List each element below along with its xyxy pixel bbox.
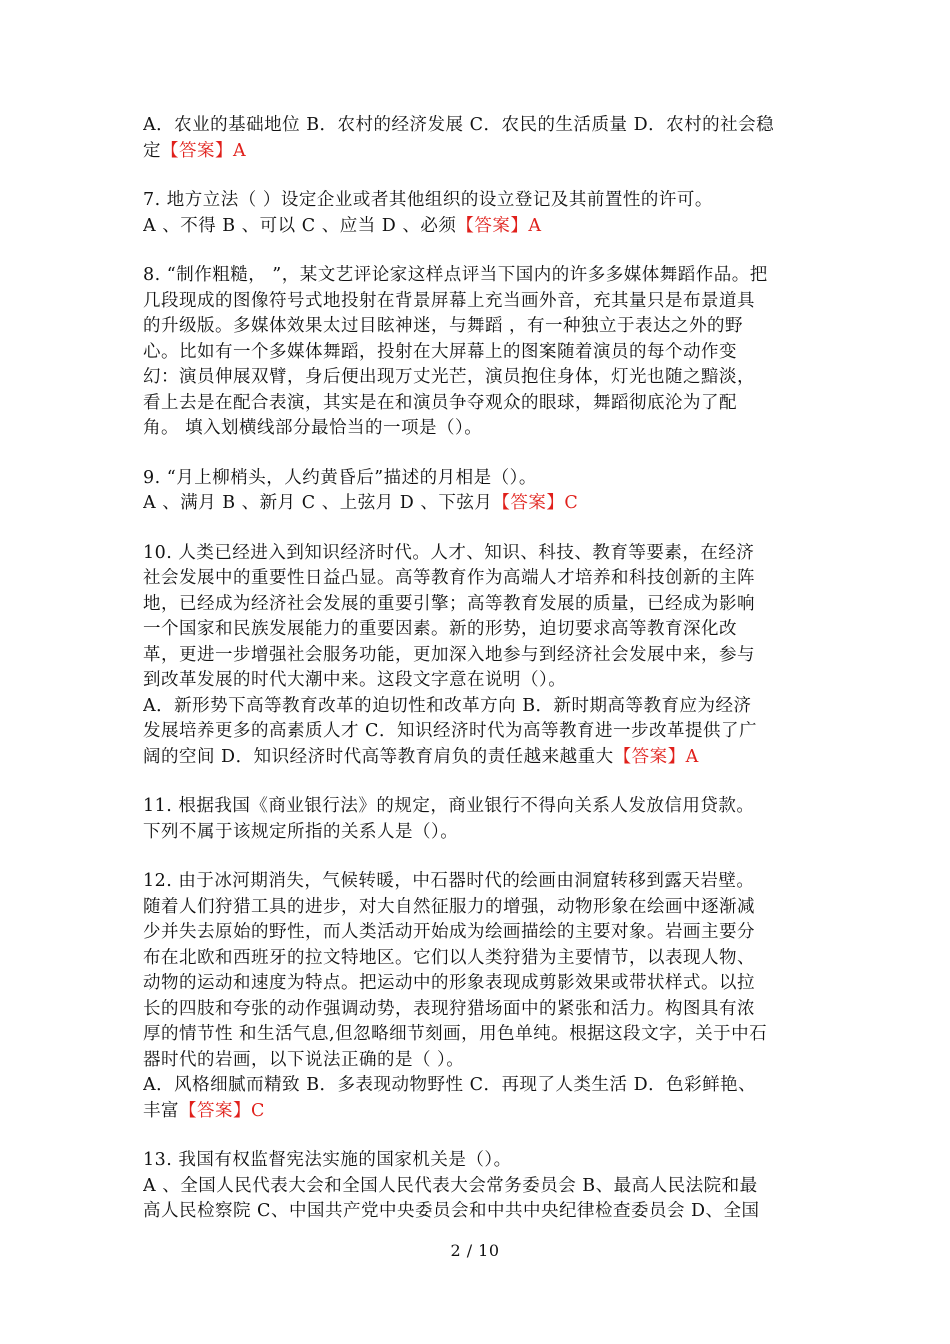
answer-value: C [251, 1100, 265, 1121]
line-text: 布在北欧和西班牙的拉文特地区。它们以人类狩猎为主要情节，以表现人物、 [143, 947, 755, 968]
text-line [143, 920, 811, 946]
text-line [143, 214, 811, 240]
text-line [143, 668, 811, 694]
answer-value: C [564, 493, 579, 513]
line-text: 心。比如有一个多媒体舞蹈，投射在大屏幕上的图案随着演员的每个动作变 [143, 341, 737, 362]
line-text: 到改革发展的时代大潮中来。这段文字意在说明（）。 [143, 670, 567, 690]
line-text: 一个国家和民族发展能力的重要因素。新的形势，迫切要求高等教育深化改 [143, 619, 737, 639]
line-text: 革，更进一步增强社会服务功能，更加深入地参与到经济社会发展中来，参与 [143, 644, 755, 665]
line-text: 发展培养更多的高素质人才 C．知识经济时代为高等教育进一步改革提供了广 [143, 721, 757, 741]
text-line [143, 566, 811, 592]
line-text: 几段现成的图像符号式地投射在背景屏幕上充当画外音，充其量只是布景道具 [143, 290, 755, 311]
line-text: 11. 根据我国《商业银行法》的规定，商业银行不得向关系人发放信用贷款。 [143, 796, 755, 816]
text-line [143, 643, 811, 669]
question-block-q10 [143, 541, 811, 771]
answer-value: A [685, 746, 699, 767]
line-text: 厚的情节性 和生活气息,但忽略细节刻画，用色单纯。根据这段文字，关于中石 [143, 1024, 768, 1044]
line-text: 13. 我国有权监督宪法实施的国家机关是（）。 [143, 1150, 512, 1170]
line-text: 丰富 [143, 1100, 179, 1121]
text-line [143, 416, 811, 442]
line-text: 社会发展中的重要性日益凸显。高等教育作为高端人才培养和科技创新的主阵 [143, 568, 755, 588]
text-line [143, 391, 811, 417]
text-line [143, 1099, 811, 1125]
line-text: 器时代的岩画，以下说法正确的是（ ）。 [143, 1049, 465, 1070]
question-block-q13 [143, 1148, 811, 1225]
line-text: 长的四肢和夸张的动作强调动势，表现狩猎场面中的紧张和活力。构图具有浓 [143, 998, 755, 1019]
answer-label: 【答案】 [492, 493, 565, 513]
line-text: 12. 由于冰河期消失，气候转暖，中石器时代的绘画由洞窟转移到露天岩壁。 [143, 871, 755, 891]
line-text: A 、满月 B 、新月 C 、上弦月 D 、下弦月 [143, 493, 493, 513]
question-block-q7 [143, 188, 811, 239]
question-block-q8 [143, 263, 811, 442]
page-number: 2 / 10 [450, 1241, 500, 1260]
line-text: 少并失去原始的野性，而人类活动开始成为绘画描绘的主要对象。岩画主要分 [143, 922, 755, 942]
text-line [143, 794, 811, 820]
text-line [143, 188, 811, 214]
line-text: 的升级版。多媒体效果太过目眩神迷，与舞蹈 ，有一种独立于表达之外的野 [143, 316, 744, 336]
line-text: 定 [143, 140, 161, 161]
answer-label: 【答案】 [161, 140, 233, 161]
line-text: A 、不得 B 、可以 C 、应当 D 、必须 [143, 215, 457, 236]
document-body [143, 113, 811, 1249]
text-line [143, 1022, 811, 1048]
text-line [143, 946, 811, 972]
text-line [143, 997, 811, 1023]
line-text: A 、全国人民代表大会和全国人民代表大会常务委员会 B、最高人民法院和最 [143, 1175, 758, 1196]
text-line [143, 617, 811, 643]
line-text: 10. 人类已经进入到知识经济时代。人才、知识、科技、教育等要素，在经济 [143, 542, 755, 563]
line-text: 阔的空间 D．知识经济时代高等教育肩负的责任越来越重大 [143, 746, 614, 767]
line-text: 7. 地方立法（ ）设定企业或者其他组织的设立登记及其前置性的许可。 [143, 190, 713, 210]
text-line [143, 1174, 811, 1200]
line-text: A．风格细腻而精致 B．多表现动物野性 C．再现了人类生活 D．色彩鲜艳、 [143, 1075, 757, 1095]
question-block-q6-options [143, 113, 811, 164]
answer-label: 【答案】 [179, 1100, 251, 1121]
line-text: A．新形势下高等教育改革的迫切性和改革方向 B．新时期高等教育应为经济 [143, 695, 752, 716]
line-text: 8. “制作粗糙， ”，某文艺评论家这样点评当下国内的许多多媒体舞蹈作品。把 [143, 265, 768, 285]
text-line [143, 694, 811, 720]
text-line [143, 745, 811, 771]
text-line [143, 491, 811, 517]
text-line [143, 365, 811, 391]
text-line [143, 139, 811, 165]
text-line [143, 719, 811, 745]
answer-label: 【答案】 [456, 215, 529, 236]
answer-value: A [233, 140, 247, 161]
text-line [143, 592, 811, 618]
line-text: 动物的运动和速度为特点。把运动中的形象表现成剪影效果或带状样式。以拉 [143, 973, 755, 993]
line-text: 随着人们狩猎工具的进步，对大自然征服力的增强，动物形象在绘画中逐渐减 [143, 896, 755, 917]
line-text: 幻：演员伸展双臂，身后便出现万丈光芒，演员抱住身体，灯光也随之黯淡， [143, 367, 755, 387]
line-text: 高人民检察院 C、中国共产党中央委员会和中共中央纪律检查委员会 D、全国 [143, 1201, 760, 1221]
text-line [143, 541, 811, 567]
text-line [143, 1048, 811, 1074]
text-line [143, 1073, 811, 1099]
answer-label: 【答案】 [613, 746, 686, 767]
text-line [143, 314, 811, 340]
line-text: 9. “月上柳梢头，人约黄昏后”描述的月相是（）。 [143, 467, 537, 488]
line-text: 角。 填入划横线部分最恰当的一项是（）。 [143, 418, 483, 438]
line-text: 下列不属于该规定所指的关系人是（）。 [143, 821, 459, 842]
text-line [143, 289, 811, 315]
line-text: A．农业的基础地位 B．农村的经济发展 C．农民的生活质量 D．农村的社会稳 [143, 115, 775, 135]
text-line [143, 263, 811, 289]
text-line [143, 971, 811, 997]
answer-value: A [528, 215, 542, 236]
question-block-q9 [143, 466, 811, 517]
text-line [143, 1148, 811, 1174]
question-block-q11 [143, 794, 811, 845]
line-text: 看上去是在配合表演，其实是在和演员争夺观众的眼球，舞蹈彻底沦为了配 [143, 392, 737, 413]
text-line [143, 869, 811, 895]
text-line [143, 820, 811, 846]
text-line [143, 340, 811, 366]
text-line [143, 113, 811, 139]
line-text: 地，已经成为经济社会发展的重要引擎；高等教育发展的质量，已经成为影响 [143, 593, 755, 614]
text-line [143, 1199, 811, 1225]
text-line [143, 895, 811, 921]
text-line [143, 466, 811, 492]
question-block-q12 [143, 869, 811, 1124]
